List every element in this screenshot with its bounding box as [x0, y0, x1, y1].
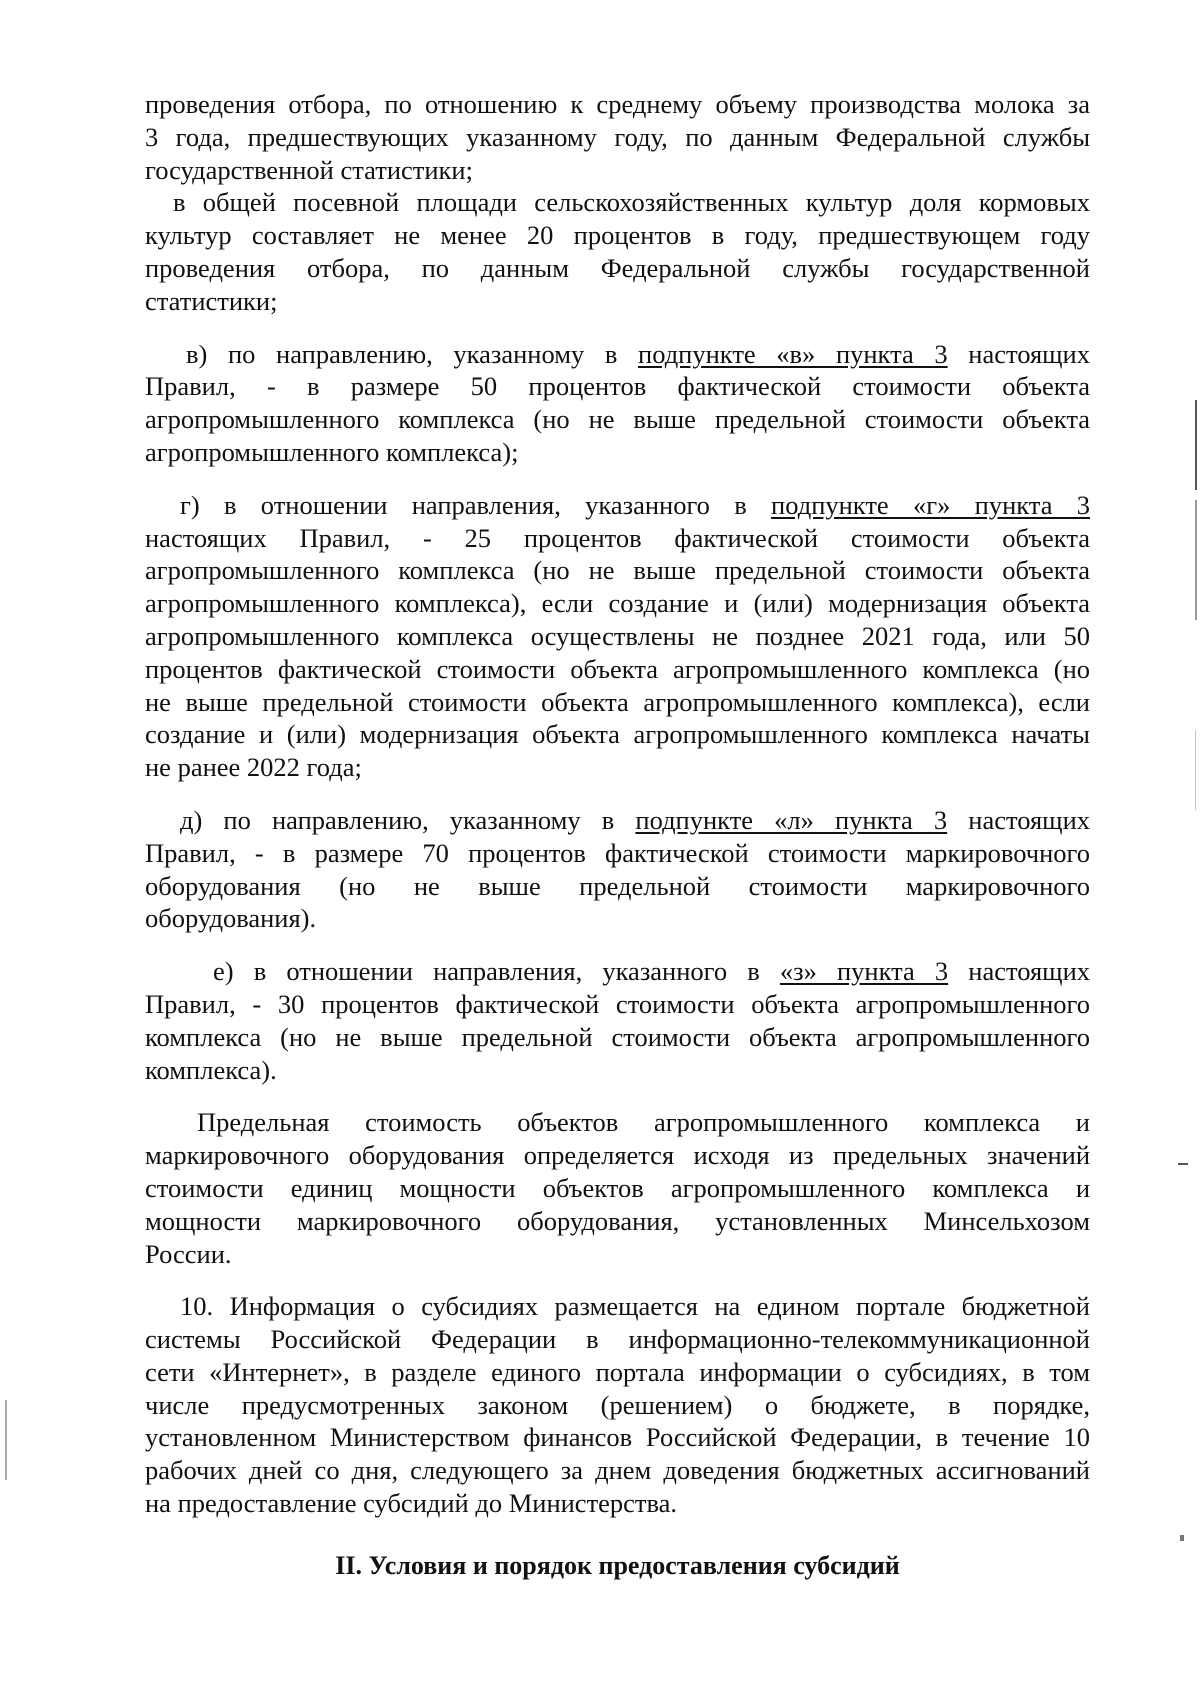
text-line: рабочих дней со дня, следующего за днем доведения бюджетных ассигнований: [145, 1455, 1090, 1486]
text-line: на предоставление субсидий до Министерства.: [145, 1488, 678, 1519]
text-line: [145, 338, 1090, 371]
text-line: Правил, - 30 процентов фактической стоимости объекта агропромышленного: [145, 988, 1090, 1019]
text-line: 3 года, предшествующих указанному году, по данным Федеральной службы: [145, 121, 1090, 152]
paragraph-milk-production: [145, 88, 1090, 186]
text-line: маркировочного оборудования определяется исходя из предельных значений: [145, 1140, 1090, 1171]
paragraph-item-v: [145, 338, 1090, 469]
text-line: агропромышленного комплекса);: [145, 436, 519, 467]
text-line: проведения отбора, по отношению к среднему объему производства молока за: [145, 89, 1090, 119]
text-fragment: настоящих: [947, 804, 1090, 835]
text-line: оборудования (но не выше предельной стоимости маркировочного: [145, 870, 1090, 901]
paragraph-item-g: [145, 489, 1090, 784]
text-line: Правил, - в размере 50 процентов фактической стоимости объекта: [145, 371, 1090, 402]
text-fragment: д) по направлению, указанному в: [180, 804, 636, 835]
document-body: [145, 88, 1090, 1583]
text-line: стоимости единиц мощности объектов агропромышленного комплекса и: [145, 1172, 1090, 1203]
text-fragment: е) в отношении направления, указанного в: [213, 956, 780, 987]
paragraph-forage-crops: [145, 186, 1090, 317]
paragraph-item-e: [145, 955, 1090, 1086]
text-line: настоящих Правил, - 25 процентов фактической стоимости объекта: [145, 522, 1090, 553]
text-line: комплекса (но не выше предельной стоимости объекта агропромышленного: [145, 1021, 1090, 1052]
text-line: статистики;: [145, 285, 278, 316]
text-line: культур составляет не менее 20 процентов в году, предшествующем году: [145, 220, 1090, 251]
text-fragment: в) по направлению, указанному в: [186, 338, 639, 369]
text-line: Предельная стоимость объектов агропромышленного комплекса и: [197, 1107, 1090, 1138]
paragraph-marginal-cost: [145, 1106, 1090, 1270]
text-line: России.: [145, 1238, 232, 1269]
scan-artifact-line: [1195, 500, 1197, 620]
text-line: числе предусмотренных законом (решением) о бюджете, в порядке,: [145, 1389, 1090, 1420]
rule-reference-link[interactable]: подпункте «в» пункта 3: [638, 338, 948, 369]
scan-artifact-line: [1195, 730, 1196, 810]
text-line: агропромышленного комплекса), если создание и (или) модернизация объекта: [145, 588, 1090, 619]
scan-artifact-mark: [1178, 1163, 1188, 1165]
section-heading: II. Условия и порядок предоставления субсидий: [335, 1550, 900, 1580]
text-line: [145, 955, 1090, 988]
text-line: агропромышленного комплекса осуществлены не позднее 2021 года, или 50: [145, 620, 1090, 651]
text-line: установленном Министерством финансов Российской Федерации, в течение 10: [145, 1422, 1090, 1453]
text-line: 10. Информация о субсидиях размещается на едином портале бюджетной: [180, 1291, 1090, 1322]
text-line: оборудования).: [145, 903, 317, 934]
rule-reference-link[interactable]: подпункте «л» пункта 3: [635, 804, 948, 835]
text-line: процентов фактической стоимости объекта агропромышленного комплекса (но: [145, 653, 1090, 684]
scan-artifact-line: [5, 1400, 7, 1480]
text-line: [145, 489, 1090, 522]
text-line: мощности маркировочного оборудования, установленных Минсельхозом: [145, 1205, 1090, 1236]
text-fragment: г) в отношении направления, указанного в: [180, 489, 772, 520]
text-line: Правил, - в размере 70 процентов фактической стоимости маркировочного: [145, 837, 1090, 868]
text-line: агропромышленного комплекса (но не выше предельной стоимости объекта: [145, 555, 1090, 586]
paragraph-item-d: [145, 804, 1090, 935]
text-line: проведения отбора, по данным Федеральной службы государственной: [145, 252, 1090, 283]
text-line: сети «Интернет», в разделе единого портала информации о субсидиях, в том: [145, 1356, 1090, 1387]
text-line: системы Российской Федерации в информационно-телекоммуникационной: [145, 1324, 1090, 1355]
text-fragment: настоящих: [948, 956, 1090, 987]
text-line: в общей посевной площади сельскохозяйственных культур доля кормовых: [173, 187, 1090, 218]
text-line: не выше предельной стоимости объекта агропромышленного комплекса), если: [145, 686, 1090, 717]
text-line: государственной статистики;: [145, 154, 473, 185]
rule-reference-link[interactable]: подпункте «г» пункта 3: [771, 489, 1090, 520]
text-line: комплекса).: [145, 1054, 277, 1085]
text-line: не ранее 2022 года;: [145, 752, 362, 783]
text-line: [145, 804, 1090, 837]
text-fragment: настоящих: [947, 338, 1090, 369]
paragraph-item-10: [145, 1290, 1090, 1520]
rule-reference-link[interactable]: «з» пункта 3: [779, 956, 949, 987]
text-line: создание и (или) модернизация объекта агропромышленного комплекса начаты: [145, 719, 1090, 750]
text-line: агропромышленного комплекса (но не выше предельной стоимости объекта: [145, 404, 1090, 435]
scan-artifact-line: [1195, 400, 1197, 490]
scan-artifact-mark: [1180, 1535, 1184, 1541]
